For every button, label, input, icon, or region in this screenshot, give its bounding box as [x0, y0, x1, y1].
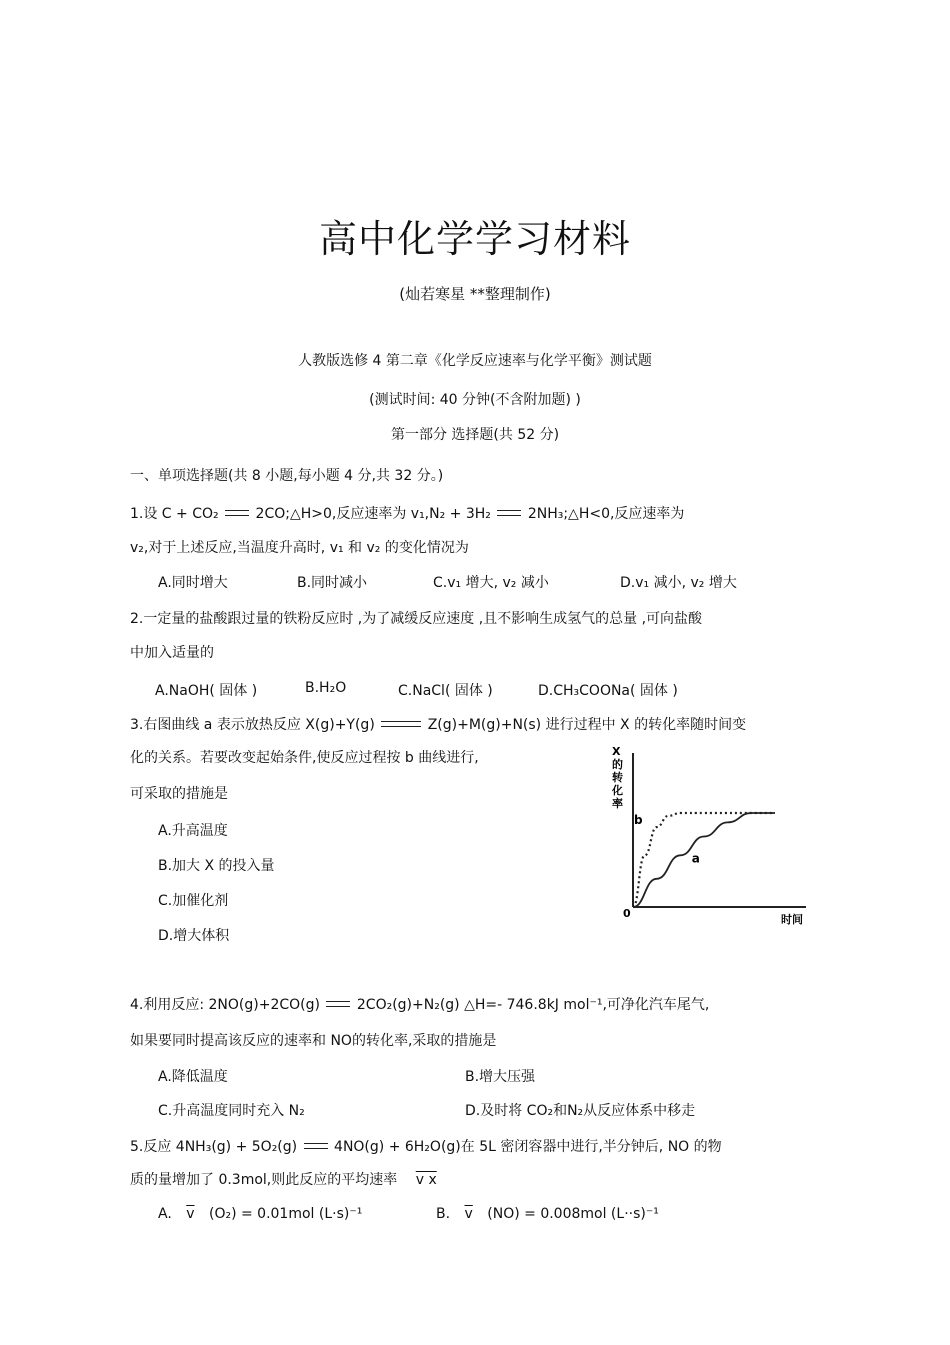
q1-option-a: A.同时增大	[158, 575, 228, 591]
series-label-b: b	[634, 813, 643, 828]
q4-option-c: C.升高温度同时充入 N₂	[158, 1103, 305, 1119]
section-heading: 一、单项选择题(共 8 小题,每小题 4 分,共 32 分。)	[130, 468, 444, 484]
chart-xlabel: 时间	[781, 913, 803, 926]
q2-option-a: A.NaOH( 固体 )	[155, 683, 258, 699]
series-line-b	[633, 813, 775, 907]
equilibrium-arrow-icon	[223, 507, 251, 521]
chart-origin-label: 0	[623, 907, 631, 920]
q5-text-line2: 质的量增加了 0.3mol,则此反应的平均速率	[130, 1172, 398, 1188]
q5-text-b: 4NO(g) + 6H₂O(g)在 5L 密闭容器中进行,半分钟后, NO 的物	[334, 1139, 722, 1155]
equilibrium-arrow-icon	[379, 718, 423, 732]
q4-line2: 如果要同时提高该反应的速率和 NO的转化率,采取的措施是	[130, 1033, 497, 1049]
q4-option-d: D.及时将 CO₂和N₂从反应体系中移走	[465, 1103, 696, 1119]
q5-line1	[130, 1136, 722, 1156]
q5-option-a-v: $\overline{v}$	[186, 1206, 195, 1222]
q5-option-b-v: $\overline{v}$	[464, 1206, 473, 1222]
exam-time: (测试时间: 40 分钟(不含附加题) )	[369, 392, 581, 408]
q3-text-b: Z(g)+M(g)+N(s) 进行过程中 X 的转化率随时间变	[427, 717, 747, 733]
q5-line2	[130, 1169, 437, 1189]
q4-option-b: B.增大压强	[465, 1069, 536, 1085]
exam-name: 人教版选修 4 第二章《化学反应速率与化学平衡》测试题	[298, 353, 652, 369]
series-line-a	[633, 813, 775, 907]
conversion-chart	[608, 745, 813, 930]
q4-line1	[130, 994, 709, 1014]
q3-option-b: B.加大 X 的投入量	[158, 858, 275, 874]
q1-text-a: 1.设 C + CO₂	[130, 506, 219, 522]
q3-line3: 可采取的措施是	[130, 786, 228, 802]
q4-option-a: A.降低温度	[158, 1069, 228, 1085]
series-label-a: a	[691, 851, 700, 866]
q5-velocity-symbol: v x	[415, 1172, 437, 1188]
q5-option-b-text: (NO) = 0.008mol (L··s)⁻¹	[487, 1206, 659, 1222]
q1-line2: v₂,对于上述反应,当温度升高时, v₁ 和 v₂ 的变化情况为	[130, 540, 469, 556]
exam-part: 第一部分 选择题(共 52 分)	[390, 427, 560, 443]
q1-text-b: 2CO;△H>0,反应速率为 v₁,N₂ + 3H₂	[255, 506, 491, 522]
page-title: 高中化学学习材料	[318, 217, 631, 261]
q1-text-c: 2NH₃;△H<0,反应速率为	[527, 506, 685, 522]
q5-option-a-label: A.	[158, 1206, 172, 1222]
q4-text-a: 4.利用反应: 2NO(g)+2CO(g)	[130, 997, 320, 1013]
q1-option-b: B.同时减小	[297, 575, 368, 591]
q1-option-c: C.v₁ 增大, v₂ 减小	[433, 575, 549, 591]
chart-ylabel: X 的转化率	[612, 745, 623, 810]
q2-option-d: D.CH₃COONa( 固体 )	[538, 683, 678, 699]
equilibrium-arrow-icon	[495, 507, 523, 521]
q3-line2: 化的关系。若要改变起始条件,使反应过程按 b 曲线进行,	[130, 750, 479, 766]
q2-line2: 中加入适量的	[130, 645, 214, 661]
q3-option-a: A.升高温度	[158, 823, 228, 839]
equilibrium-arrow-icon	[302, 1140, 330, 1154]
page-subtitle: (灿若寒星 **整理制作)	[399, 285, 551, 303]
q3-line1	[130, 714, 746, 734]
equilibrium-arrow-icon	[324, 998, 352, 1012]
q2-line1: 2.一定量的盐酸跟过量的铁粉反应时 ,为了减缓反应速度 ,且不影响生成氢气的总量 ,可向盐酸	[130, 611, 703, 627]
q3-option-c: C.加催化剂	[158, 893, 229, 909]
q5-text-a: 5.反应 4NH₃(g) + 5O₂(g)	[130, 1139, 298, 1155]
q2-option-c: C.NaCl( 固体 )	[398, 683, 493, 699]
q3-text-a: 3.右图曲线 a 表示放热反应 X(g)+Y(g)	[130, 717, 375, 733]
q3-option-d: D.增大体积	[158, 928, 230, 944]
q1-option-d: D.v₁ 减小, v₂ 增大	[620, 575, 737, 591]
q1-line1	[130, 503, 684, 523]
q5-option-a	[158, 1206, 362, 1222]
q5-option-b	[436, 1206, 659, 1222]
q2-option-b: B.H₂O	[305, 680, 347, 696]
q5-option-b-label: B.	[436, 1206, 451, 1222]
q4-text-b: 2CO₂(g)+N₂(g) △H=- 746.8kJ mol⁻¹,可净化汽车尾气,	[356, 997, 710, 1013]
q5-option-a-text: (O₂) = 0.01mol (L·s)⁻¹	[208, 1206, 363, 1222]
